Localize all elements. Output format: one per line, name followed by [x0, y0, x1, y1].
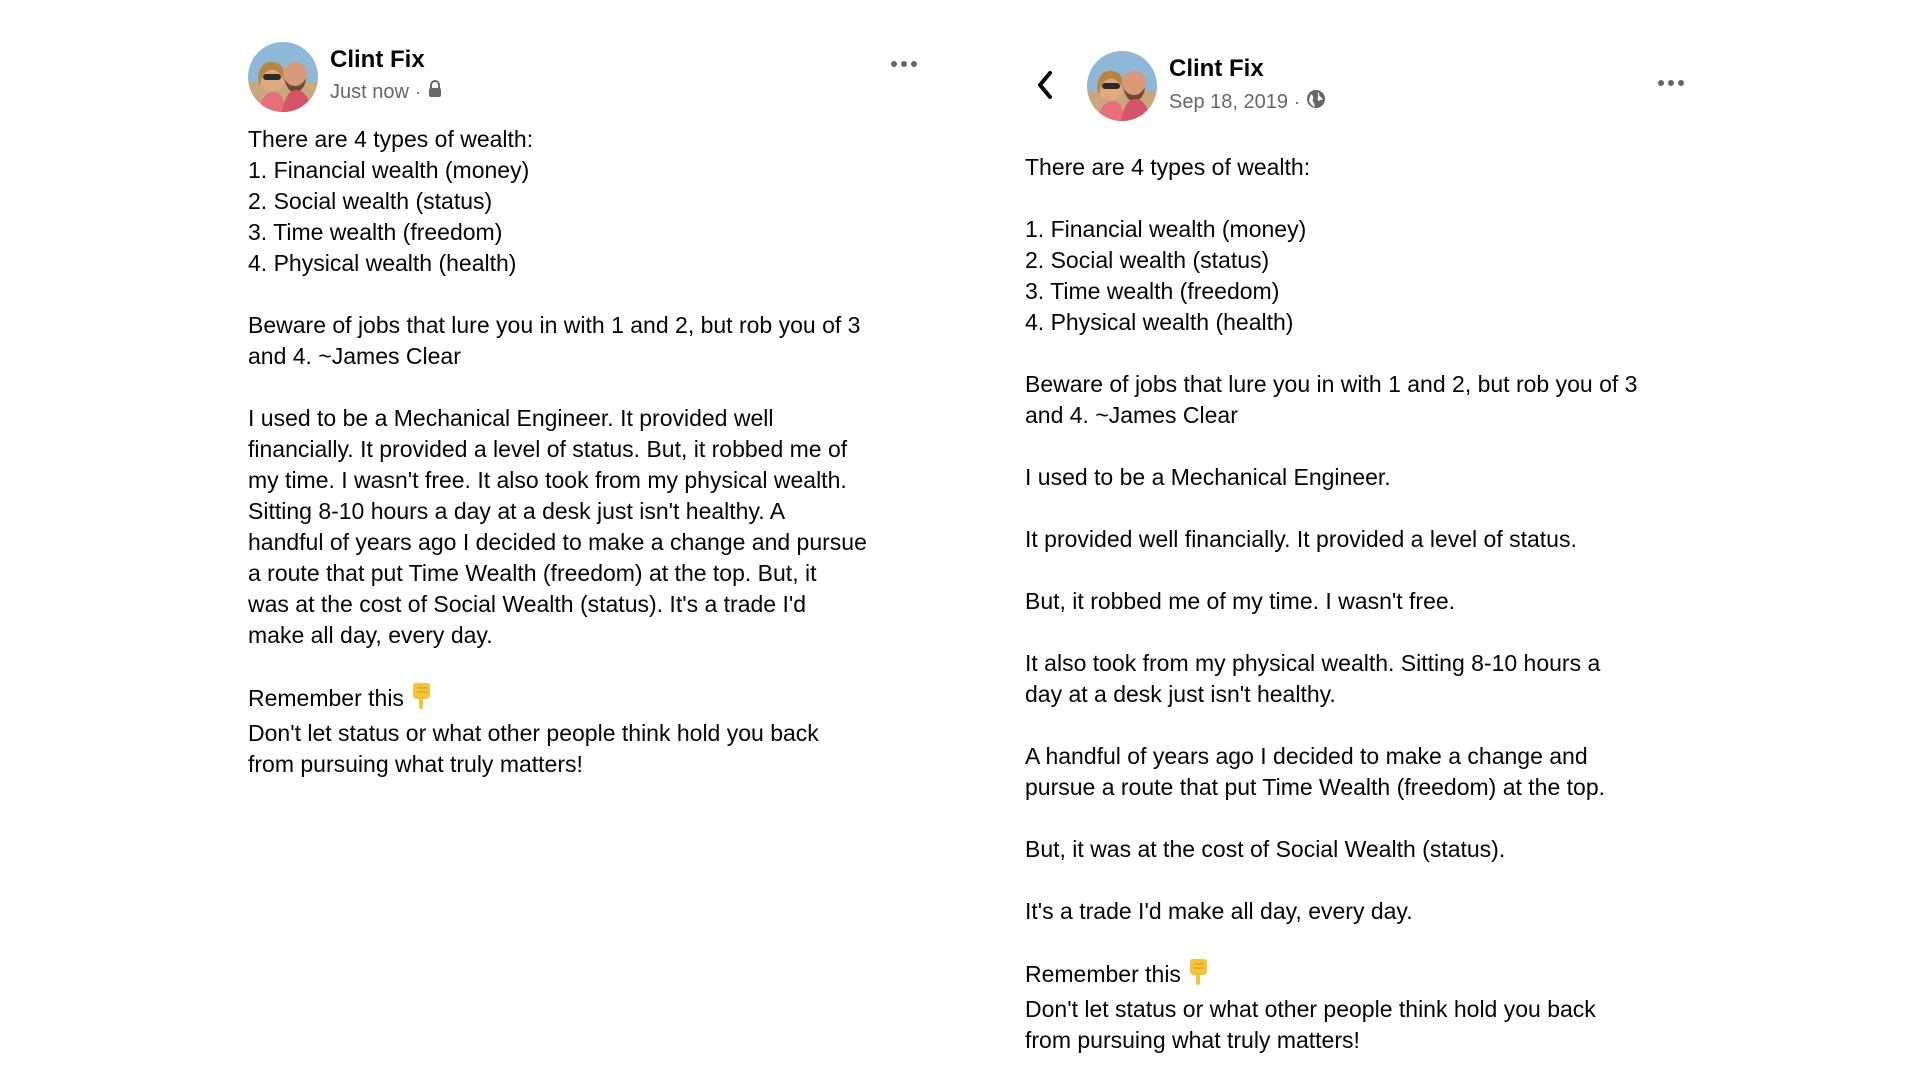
closing-paragraph — [1025, 958, 1705, 1056]
text-line: Don't let status or what other people think hold you back — [248, 720, 819, 746]
text-line: I used to be a Mechanical Engineer. It provided well — [248, 405, 774, 431]
post-body — [1025, 152, 1705, 1056]
more-dot — [901, 61, 907, 67]
post-timestamp[interactable]: Just now — [330, 80, 409, 103]
remember-text: Remember this — [1025, 961, 1181, 987]
text-line: financially. It provided a level of status. But, it robbed me of — [248, 436, 848, 462]
text-line: a route that put Time Wealth (freedom) at the top. But, it — [248, 560, 817, 586]
text-line: and 4. ~James Clear — [248, 343, 461, 369]
story-paragraph — [248, 403, 928, 651]
remember-text: Remember this — [248, 685, 404, 711]
more-dot — [891, 61, 897, 67]
post-meta — [1169, 89, 1326, 115]
list-item: 2. Social wealth (status) — [1025, 247, 1270, 273]
text-line: There are 4 types of wealth: — [248, 126, 534, 152]
text-line: There are 4 types of wealth: — [1025, 154, 1311, 180]
more-dot — [1668, 80, 1674, 86]
more-options-button[interactable] — [1651, 71, 1691, 95]
lock-icon[interactable] — [427, 80, 443, 104]
post-intro — [248, 124, 928, 155]
meta-separator: · — [1294, 91, 1300, 112]
post-timestamp[interactable]: Sep 18, 2019 — [1169, 90, 1288, 113]
text-line: I used to be a Mechanical Engineer. — [1025, 464, 1391, 490]
list-item: 4. Physical wealth (health) — [248, 250, 517, 276]
post-left — [248, 0, 928, 780]
text-line: It's a trade I'd make all day, every day. — [1025, 898, 1413, 924]
text-line: and 4. ~James Clear — [1025, 402, 1238, 428]
text-line: pursue a route that put Time Wealth (freedom) at the top. — [1025, 774, 1605, 800]
post-meta — [330, 80, 443, 104]
list-item: 2. Social wealth (status) — [248, 188, 493, 214]
text-line: It provided well financially. It provided a level of status. — [1025, 526, 1577, 552]
avatar[interactable] — [248, 42, 318, 112]
text-line: A handful of years ago I decided to make a change and — [1025, 743, 1588, 769]
list-item: 3. Time wealth (freedom) — [1025, 278, 1280, 304]
list-item: 3. Time wealth (freedom) — [248, 219, 503, 245]
post-right — [1025, 0, 1705, 1056]
avatar[interactable] — [1087, 51, 1157, 121]
story-paragraph — [1025, 896, 1705, 927]
globe-icon[interactable] — [1306, 89, 1326, 115]
closing-paragraph — [248, 682, 928, 780]
post-body — [248, 124, 928, 780]
post-header — [248, 42, 928, 122]
pointing-down-emoji-icon — [410, 682, 432, 718]
story-paragraph — [1025, 648, 1705, 710]
wealth-list — [1025, 214, 1705, 338]
wealth-list — [248, 155, 928, 279]
story-paragraph — [1025, 524, 1705, 555]
text-line: Don't let status or what other people think hold you back — [1025, 996, 1596, 1022]
post-intro — [1025, 152, 1705, 183]
text-line: my time. I wasn't free. It also took from my physical wealth. — [248, 467, 847, 493]
story-paragraph — [1025, 586, 1705, 617]
text-line: was at the cost of Social Wealth (status). It's a trade I'd — [248, 591, 807, 617]
author-name[interactable]: Clint Fix — [330, 46, 425, 73]
remember-line — [1025, 958, 1705, 994]
text-line: handful of years ago I decided to make a change and pursue — [248, 529, 867, 555]
more-dot — [1658, 80, 1664, 86]
author-name[interactable]: Clint Fix — [1169, 55, 1264, 82]
back-button[interactable] — [1025, 63, 1065, 107]
more-dot — [911, 61, 917, 67]
list-item: 4. Physical wealth (health) — [1025, 309, 1294, 335]
text-line: make all day, every day. — [248, 622, 493, 648]
quote-paragraph — [248, 310, 928, 372]
post-header — [1025, 51, 1705, 131]
text-line: But, it was at the cost of Social Wealth (status). — [1025, 836, 1506, 862]
text-line: from pursuing what truly matters! — [1025, 1027, 1360, 1053]
list-item: 1. Financial wealth (money) — [248, 157, 530, 183]
story-paragraph — [1025, 741, 1705, 803]
pointing-down-emoji-icon — [1187, 958, 1209, 994]
text-line: It also took from my physical wealth. Sitting 8-10 hours a — [1025, 650, 1601, 676]
remember-line — [248, 682, 928, 718]
text-line: day at a desk just isn't healthy. — [1025, 681, 1336, 707]
text-line: Beware of jobs that lure you in with 1 and 2, but rob you of 3 — [1025, 371, 1638, 397]
chevron-left-icon — [1035, 69, 1055, 101]
list-item: 1. Financial wealth (money) — [1025, 216, 1307, 242]
story-paragraph — [1025, 834, 1705, 865]
text-line: But, it robbed me of my time. I wasn't free. — [1025, 588, 1456, 614]
more-dot — [1678, 80, 1684, 86]
meta-separator: · — [414, 81, 421, 102]
quote-paragraph — [1025, 369, 1705, 431]
story-paragraph — [1025, 462, 1705, 493]
text-line: Beware of jobs that lure you in with 1 and 2, but rob you of 3 — [248, 312, 861, 338]
text-line: Sitting 8-10 hours a day at a desk just isn't healthy. A — [248, 498, 786, 524]
text-line: from pursuing what truly matters! — [248, 751, 583, 777]
more-options-button[interactable] — [884, 52, 924, 76]
